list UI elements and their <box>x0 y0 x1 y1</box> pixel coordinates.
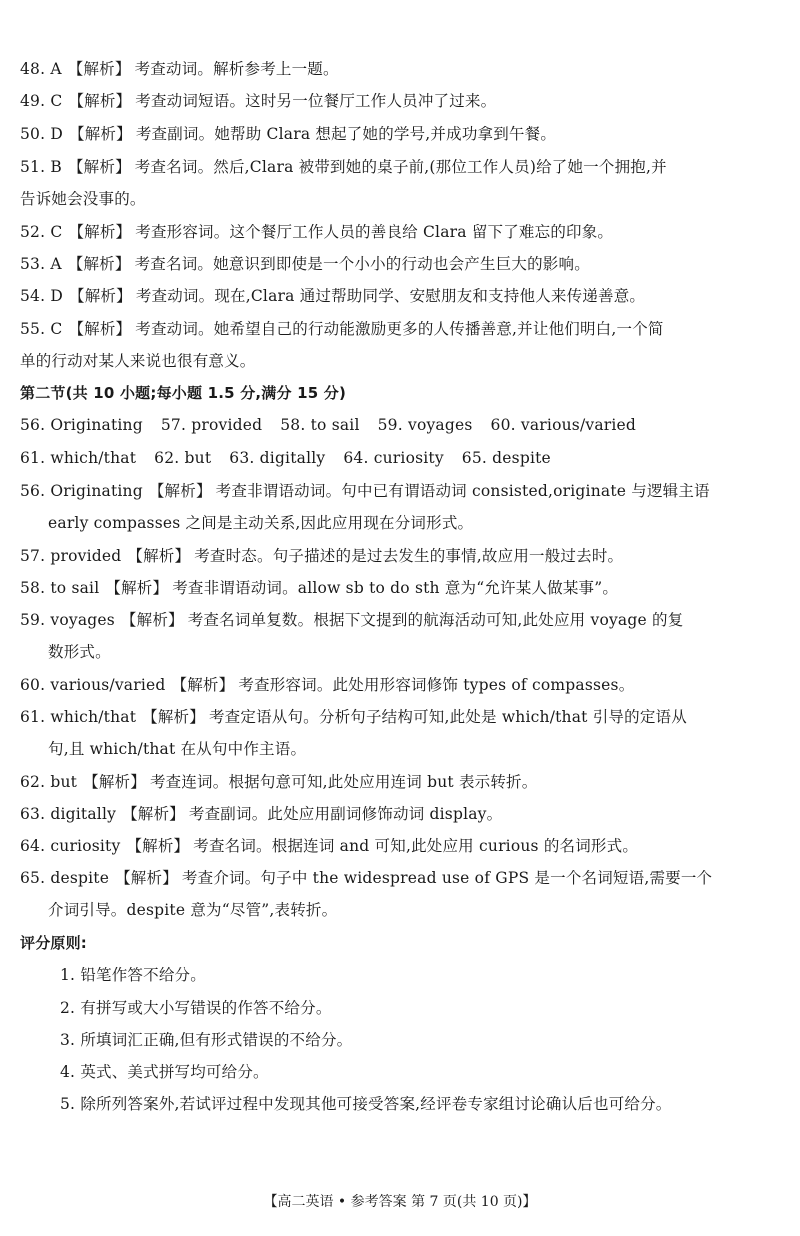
scoring-rule: 1. 铅笔作答不给分。 <box>60 966 206 984</box>
analysis-tag: 【解析】 <box>83 773 146 791</box>
analysis-tag: 【解析】 <box>171 676 235 694</box>
analysis-text-continued: 介词引导。despite 意为“尽管”,表转折。 <box>48 901 338 919</box>
analysis-tag: 【解析】 <box>148 482 212 500</box>
explanation-65 <box>20 867 785 889</box>
answer-51-continued <box>20 188 785 210</box>
analysis-tag: 【解析】 <box>142 708 205 726</box>
analysis-tag: 【解析】 <box>67 255 131 273</box>
answer-number: 52. C <box>20 223 63 241</box>
analysis-text: 考查动词。她希望自己的行动能激励更多的人传播善意,并让他们明白,一个简 <box>135 320 664 338</box>
scoring-rule: 5. 除所列答案外,若试评过程中发现其他可接受答案,经评卷专家组讨论确认后也可给分。 <box>60 1095 672 1113</box>
analysis-tag: 【解析】 <box>69 125 132 143</box>
scoring-rule: 4. 英式、美式拼写均可给分。 <box>60 1063 269 1081</box>
answers-row-2 <box>20 447 785 469</box>
scoring-rule: 2. 有拼写或大小写错误的作答不给分。 <box>60 999 332 1017</box>
answer-number: 49. C <box>20 92 63 110</box>
scoring-heading: 评分原则: <box>20 934 87 952</box>
answer-55-continued <box>20 350 785 372</box>
analysis-text-continued: 告诉她会没事的。 <box>20 190 146 208</box>
analysis-tag: 【解析】 <box>120 611 184 629</box>
analysis-text-continued: early compasses 之间是主动关系,因此应用现在分词形式。 <box>48 514 474 532</box>
analysis-tag: 【解析】 <box>67 158 131 176</box>
scoring-rule: 3. 所填词汇正确,但有形式错误的不给分。 <box>60 1031 353 1049</box>
explanation-56-continued <box>48 512 800 534</box>
answer-54 <box>20 285 785 307</box>
analysis-text: 考查名词。根据连词 and 可知,此处应用 curious 的名词形式。 <box>193 837 639 855</box>
answer-number: 63. digitally <box>20 805 117 823</box>
analysis-tag: 【解析】 <box>122 805 185 823</box>
analysis-tag: 【解析】 <box>67 60 131 78</box>
answer-number: 65. despite <box>20 869 110 887</box>
answer-number: 59. voyages <box>20 611 115 629</box>
analysis-tag: 【解析】 <box>126 837 190 855</box>
answer-63: 63. digitally <box>229 449 326 467</box>
analysis-text: 考查副词。此处应用副词修饰动词 display。 <box>188 805 503 823</box>
explanation-61-continued <box>48 738 800 760</box>
page-footer: 【高二英语 • 参考答案 第 7 页(共 10 页)】 <box>263 1194 537 1210</box>
answer-58: 58. to sail <box>280 416 360 434</box>
answer-number: 51. B <box>20 158 62 176</box>
answer-65: 65. despite <box>461 449 551 467</box>
answer-53 <box>20 253 785 275</box>
answer-number: 57. provided <box>20 547 122 565</box>
answer-59: 59. voyages <box>377 416 473 434</box>
answer-number: 64. curiosity <box>20 837 121 855</box>
analysis-text: 考查非谓语动词。句中已有谓语动词 consisted,originate 与逻辑主语 <box>215 482 710 500</box>
explanation-57 <box>20 545 785 567</box>
analysis-tag: 【解析】 <box>68 320 132 338</box>
answer-number: 53. A <box>20 255 62 273</box>
explanation-63 <box>20 803 785 825</box>
answer-number: 56. Originating <box>20 482 143 500</box>
analysis-text: 考查动词。现在,Clara 通过帮助同学、安慰朋友和支持他人来传递善意。 <box>135 287 646 305</box>
answer-48 <box>20 58 785 80</box>
explanation-65-continued <box>48 899 800 921</box>
answer-49 <box>20 90 785 112</box>
answer-62: 62. but <box>154 449 212 467</box>
analysis-tag: 【解析】 <box>69 287 132 305</box>
analysis-text-continued: 句,且 which/that 在从句中作主语。 <box>48 740 307 758</box>
answer-number: 55. C <box>20 320 63 338</box>
answer-number: 54. D <box>20 287 64 305</box>
answer-60: 60. various/varied <box>490 416 637 434</box>
analysis-tag: 【解析】 <box>68 92 132 110</box>
answer-number: 48. A <box>20 60 62 78</box>
explanation-58 <box>20 577 785 599</box>
analysis-tag: 【解析】 <box>105 579 169 597</box>
analysis-text: 考查定语从句。分析句子结构可知,此处是 which/that 引导的定语从 <box>208 708 687 726</box>
analysis-text: 考查副词。她帮助 Clara 想起了她的学号,并成功拿到午餐。 <box>135 125 557 143</box>
analysis-text: 考查时态。句子描述的是过去发生的事情,故应用一般过去时。 <box>194 547 624 565</box>
analysis-tag: 【解析】 <box>127 547 191 565</box>
analysis-text: 考查非谓语动词。allow sb to do sth 意为“允许某人做某事”。 <box>172 579 619 597</box>
explanation-56 <box>20 480 785 502</box>
answer-number: 61. which/that <box>20 708 137 726</box>
answer-61: 61. which/that <box>20 449 137 467</box>
answer-56: 56. Originating <box>20 416 143 434</box>
analysis-text: 考查动词。解析参考上一题。 <box>134 60 339 78</box>
answer-number: 62. but <box>20 773 78 791</box>
explanation-62 <box>20 771 785 793</box>
analysis-tag: 【解析】 <box>68 223 132 241</box>
analysis-text: 考查介词。句子中 the widespread use of GPS 是一个名词短语,需要一个 <box>181 869 713 887</box>
explanation-59 <box>20 609 785 631</box>
answer-64: 64. curiosity <box>343 449 444 467</box>
answers-row-1 <box>20 414 785 436</box>
answer-number: 60. various/varied <box>20 676 166 694</box>
analysis-text: 考查形容词。此处用形容词修饰 types of compasses。 <box>238 676 635 694</box>
analysis-text-continued: 数形式。 <box>48 643 111 661</box>
answer-number: 50. D <box>20 125 64 143</box>
analysis-text: 考查动词短语。这时另一位餐厅工作人员冲了过来。 <box>135 92 497 110</box>
analysis-tag: 【解析】 <box>115 869 178 887</box>
explanation-61 <box>20 706 785 728</box>
explanation-59-continued <box>48 641 800 663</box>
answer-52 <box>20 221 785 243</box>
analysis-text: 考查形容词。这个餐厅工作人员的善良给 Clara 留下了难忘的印象。 <box>135 223 614 241</box>
analysis-text-continued: 单的行动对某人来说也很有意义。 <box>20 352 256 370</box>
analysis-text: 考查名词。然后,Clara 被带到她的桌子前,(那位工作人员)给了她一个拥抱,并 <box>134 158 667 176</box>
answer-50 <box>20 123 785 145</box>
answer-51 <box>20 156 785 178</box>
analysis-text: 考查连词。根据句意可知,此处应用连词 but 表示转折。 <box>149 773 538 791</box>
explanation-60 <box>20 674 785 696</box>
analysis-text: 考查名词。她意识到即使是一个小小的行动也会产生巨大的影响。 <box>134 255 590 273</box>
answer-number: 58. to sail <box>20 579 100 597</box>
explanation-64 <box>20 835 785 857</box>
answer-55 <box>20 318 785 340</box>
section-2-heading: 第二节(共 10 小题;每小题 1.5 分,满分 15 分) <box>20 384 347 402</box>
answer-57: 57. provided <box>160 416 263 434</box>
analysis-text: 考查名词单复数。根据下文提到的航海活动可知,此处应用 voyage 的复 <box>187 611 684 629</box>
